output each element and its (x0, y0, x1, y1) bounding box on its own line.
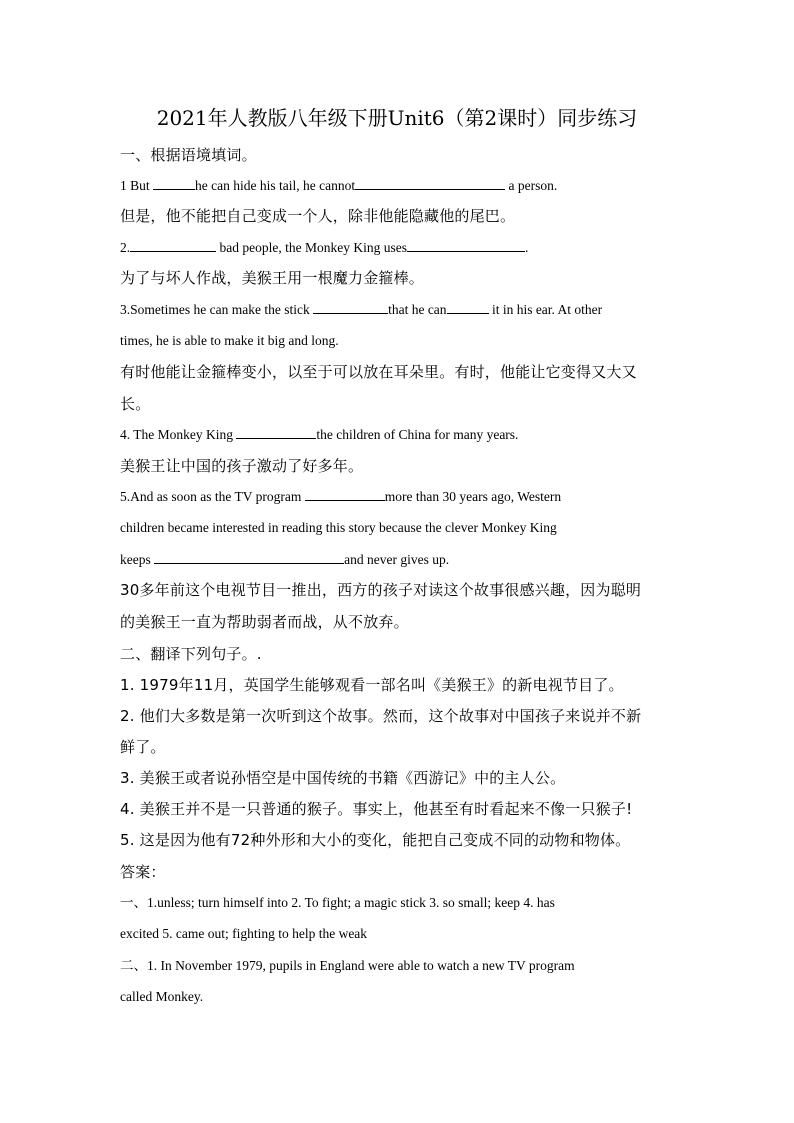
q1-text-a: 1 But (120, 178, 154, 193)
question-5 (120, 487, 680, 507)
question-5-line-3 (120, 550, 680, 570)
question-5-translation: 30多年前这个电视节目一推出，西方的孩子对读这个故事很感兴趣，因为聪明 (120, 581, 642, 599)
section1-heading: 一、根据语境填词。 (120, 146, 257, 164)
q3-text-b: that he can (388, 302, 447, 317)
question-3 (120, 300, 680, 320)
question-1 (120, 176, 680, 196)
answer-blank[interactable] (355, 177, 505, 190)
q5-text-c: keeps (120, 552, 155, 567)
q5-text-d: and never gives up. (344, 552, 450, 567)
answer-blank[interactable] (447, 301, 489, 314)
q4-text-b: the children of China for many years. (316, 427, 519, 442)
answer-blank[interactable] (130, 239, 216, 252)
question-3-translation: 有时他能让金箍棒变小，以至于可以放在耳朵里。有时，他能让它变得又大又 (120, 363, 637, 381)
q1-text-b: he can hide his tail, he cannot (195, 178, 356, 193)
question-2-translation: 为了与坏人作战，美猴王用一根魔力金箍棒。 (120, 269, 425, 287)
question-2 (120, 238, 680, 258)
translate-sentence-3: 3. 美猴王或者说孙悟空是中国传统的书籍《西游记》中的主人公。 (120, 769, 566, 787)
question-1-translation: 但是，他不能把自己变成一个人，除非他能隐藏他的尾巴。 (120, 207, 516, 225)
answer-section1-line-2: excited 5. came out; fighting to help the weak (120, 926, 368, 941)
question-4 (120, 425, 680, 445)
question-5-translation-cont: 的美猴王一直为帮助弱者而战，从不放弃。 (120, 613, 409, 631)
answers-heading: 答案： (120, 863, 166, 881)
translate-sentence-4: 4. 美猴王并不是一只普通的猴子。事实上，他甚至有时看起来不像一只猴子! (120, 800, 633, 818)
answer-section2-line-1: 二、1. In November 1979, pupils in England were able to watch a new TV program (120, 958, 575, 973)
q4-text-a: 4. The Monkey King (120, 427, 237, 442)
translate-sentence-2-cont: 鲜了。 (120, 738, 166, 756)
answer-blank[interactable] (313, 301, 388, 314)
question-5-line-2: children became interested in reading this story because the clever Monkey King (120, 520, 557, 535)
section2-heading: 二、翻译下列句子。. (120, 645, 262, 663)
translate-sentence-2: 2. 他们大多数是第一次听到这个故事。然而，这个故事对中国孩子来说并不新 (120, 707, 642, 725)
answer-blank[interactable] (407, 239, 525, 252)
document-title: 2021年人教版八年级下册Unit6（第2课时）同步练习 (156, 106, 638, 130)
q2-text-a: 2. (120, 240, 131, 255)
q5-text-a: 5.And as soon as the TV program (120, 489, 305, 504)
answer-blank[interactable] (153, 177, 195, 190)
translate-sentence-1: 1. 1979年11月，英国学生能够观看一部名叫《美猴王》的新电视节目了。 (120, 676, 624, 694)
q3-text-c: it in his ear. At other (488, 302, 603, 317)
answer-blank[interactable] (154, 551, 344, 564)
answer-section2-line-2: called Monkey. (120, 989, 204, 1004)
question-3-translation-cont: 长。 (120, 395, 151, 413)
q1-text-c: a person. (505, 178, 558, 193)
answer-blank[interactable] (305, 488, 385, 501)
q2-text-c: . (524, 240, 529, 255)
answer-section1-line-1: 一、1.unless; turn himself into 2. To fight; a magic stick 3. so small; keep 4. has (120, 895, 555, 910)
question-3-line-2: times, he is able to make it big and long. (120, 333, 339, 348)
q3-text-a: 3.Sometimes he can make the stick (120, 302, 314, 317)
q2-text-b: bad people, the Monkey King uses (216, 240, 407, 255)
q5-text-b: more than 30 years ago, Western (384, 489, 562, 504)
question-4-translation: 美猴王让中国的孩子激动了好多年。 (120, 457, 364, 475)
answer-blank[interactable] (236, 426, 316, 439)
translate-sentence-5: 5. 这是因为他有72种外形和大小的变化，能把自己变成不同的动物和物体。 (120, 831, 631, 849)
